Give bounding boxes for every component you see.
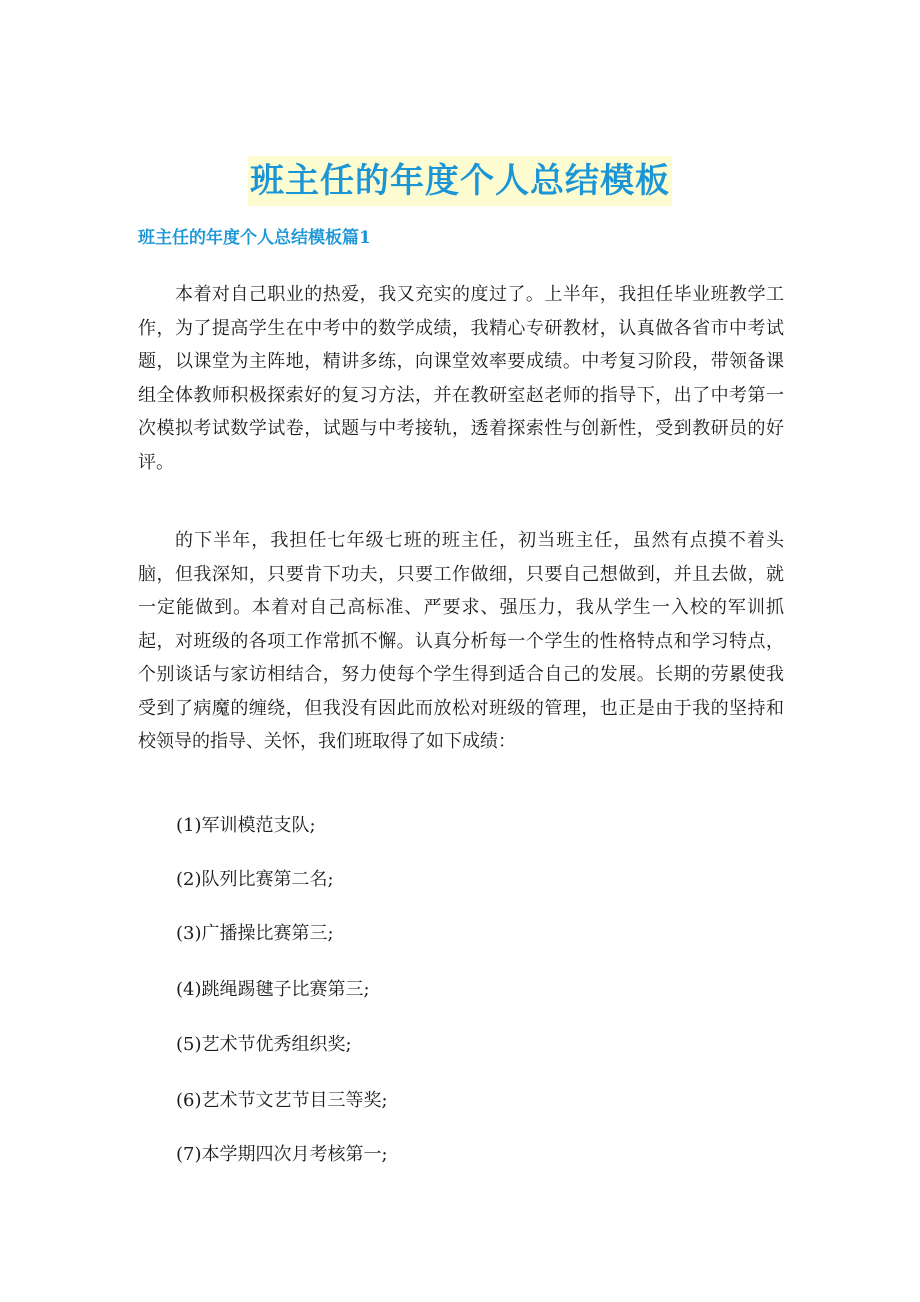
document-title: 班主任的年度个人总结模板 [248,156,672,206]
section-heading: 班主任的年度个人总结模板篇1 [138,228,371,248]
paragraph-2: 的下半年，我担任七年级七班的班主任，初当班主任，虽然有点摸不着头脑，但我深知，只要肯下功夫，只要工作做细，只要自己想做到，并且去做，就一定能做到。本着对自己高标准、严要求、强压力，我从学生一入校的军训抓起，对班级的各项工作常抓不懈。认真分析每一个学生的性格特点和学习特点，个别谈话与家访相结合，努力使每个学生得到适合自己的发展。长期的劳累使我受到了病魔的缠绕，但我没有因此而放松对班级的管理，也正是由于我的坚持和校领导的指导、关怀，我们班取得了如下成绩： [138,530,784,752]
title-wrapper [0,133,920,229]
achievement-item-3: (3)广播操比赛第三; [176,923,334,944]
paragraph-1: 本着对自己职业的热爱，我又充实的度过了。上半年，我担任毕业班教学工作，为了提高学生在中考中的数学成绩，我精心专研教材，认真做各省市中考试题，以课堂为主阵地，精讲多练，向课堂效率要成绩。中考复习阶段，带领备课组全体教师积极探索好的复习方法，并在教研室赵老师的指导下，出了中考第一次模拟考试数学试卷，试题与中考接轨，透着探索性与创新性，受到教研员的好评。 [138,284,784,473]
achievement-item-6: (6)艺术节文艺节目三等奖; [176,1090,388,1111]
achievement-item-7: (7)本学期四次月考核第一; [176,1144,388,1165]
achievement-item-4: (4)跳绳踢毽子比赛第三; [176,979,370,1000]
achievement-item-1: (1)军训模范支队; [176,815,316,836]
achievement-item-5: (5)艺术节优秀组织奖; [176,1034,352,1055]
achievement-item-2: (2)队列比赛第二名; [176,869,334,890]
